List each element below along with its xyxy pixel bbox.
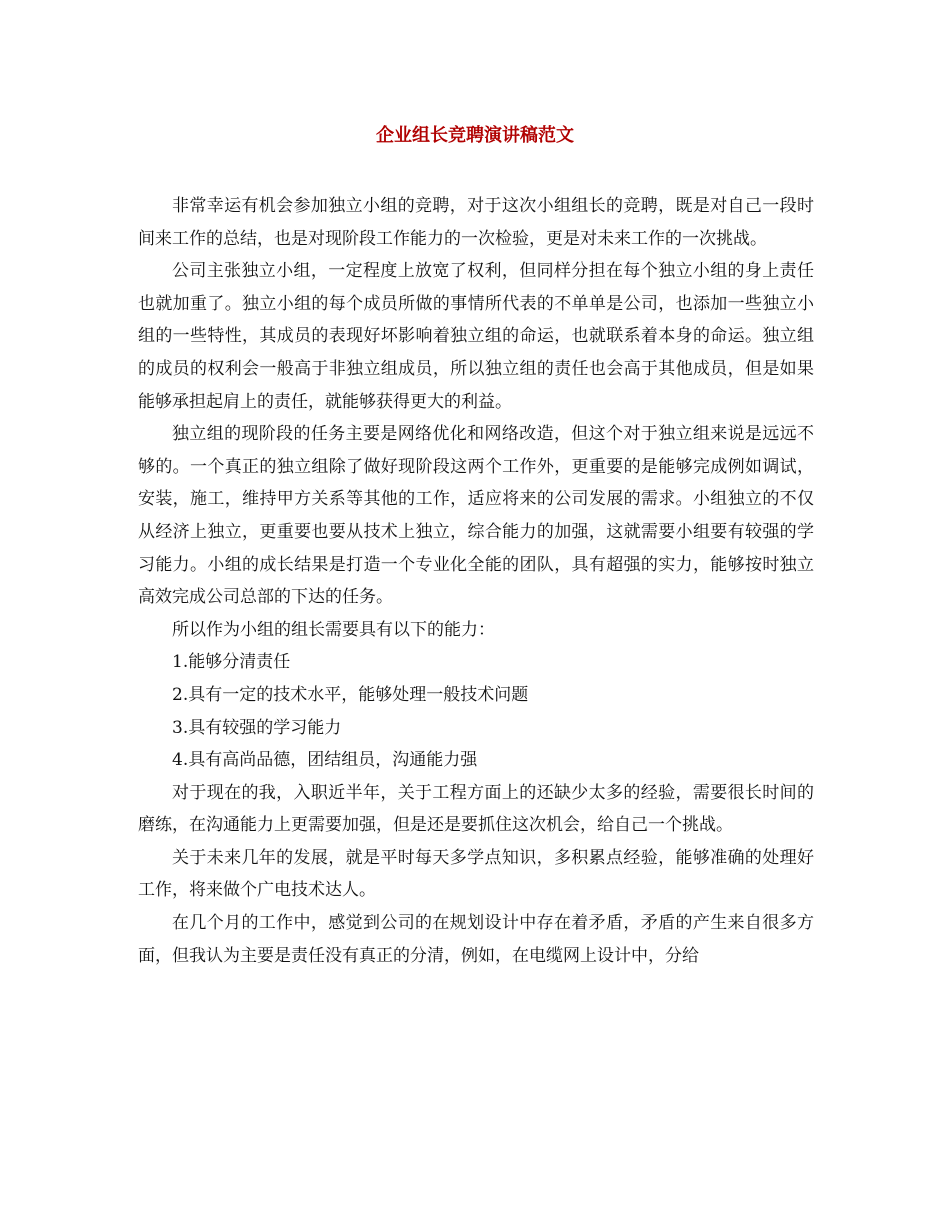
list-item: 4.具有高尚品德，团结组员，沟通能力强 [172,750,478,771]
paragraph: 非常幸运有机会参加独立小组的竞聘，对于这次小组组长的竞聘，既是对自己一段时间来工作的总结，也是对现阶段工作能力的一次检验，更是对未来工作的一次挑战。 [138,196,814,249]
paragraph: 对于现在的我，入职近半年，关于工程方面上的还缺少太多的经验，需要很长时间的磨练，在沟通能力上更需要加强，但是还是要抓住这次机会，给自己一个挑战。 [138,782,814,836]
list-item: 3.具有较强的学习能力 [172,717,342,738]
paragraph: 公司主张独立小组，一定程度上放宽了权利，但同样分担在每个独立小组的身上责任也就加重了。独立小组的每个成员所做的事情所代表的不单单是公司，也添加一些独立小组的一些特性，其成员的表现好坏影响着独立组的命运，也就联系着本身的命运。独立组的成员的权利会一般高于非独立组成员，所以独立组的责任也会高于其他成员，但是如果能够承担起肩上的责任，就能够获得更大的利益。 [138,261,814,412]
paragraph: 关于未来几年的发展，就是平时每天多学点知识，多积累点经验，能够准确的处理好工作，将来做个广电技术达人。 [138,847,814,901]
paragraph: 在几个月的工作中，感觉到公司的在规划设计中存在着矛盾，矛盾的产生来自很多方面，但我认为主要是责任没有真正的分清，例如，在电缆网上设计中，分给 [138,913,814,966]
document-body [138,190,814,972]
list-item: 1.能够分清责任 [172,652,291,673]
list-item: 2.具有一定的技术水平，能够处理一般技术问题 [172,684,529,705]
paragraph: 独立组的现阶段的任务主要是网络优化和网络改造，但这个对于独立组来说是远远不够的。一个真正的独立组除了做好现阶段这两个工作外，更重要的是能够完成例如调试，安装，施工，维持甲方关系等其他的工作，适应将来的公司发展的需求。小组独立的不仅从经济上独立，更重要也要从技术上独立，综合能力的加强，这就需要小组要有较强的学习能力。小组的成长结果是打造一个专业化全能的团队，具有超强的实力，能够按时独立高效完成公司总部的下达的任务。 [138,424,814,608]
document-title: 企业组长竞聘演讲稿范文 [376,125,574,146]
paragraph: 所以作为小组的组长需要具有以下的能力： [172,619,495,640]
